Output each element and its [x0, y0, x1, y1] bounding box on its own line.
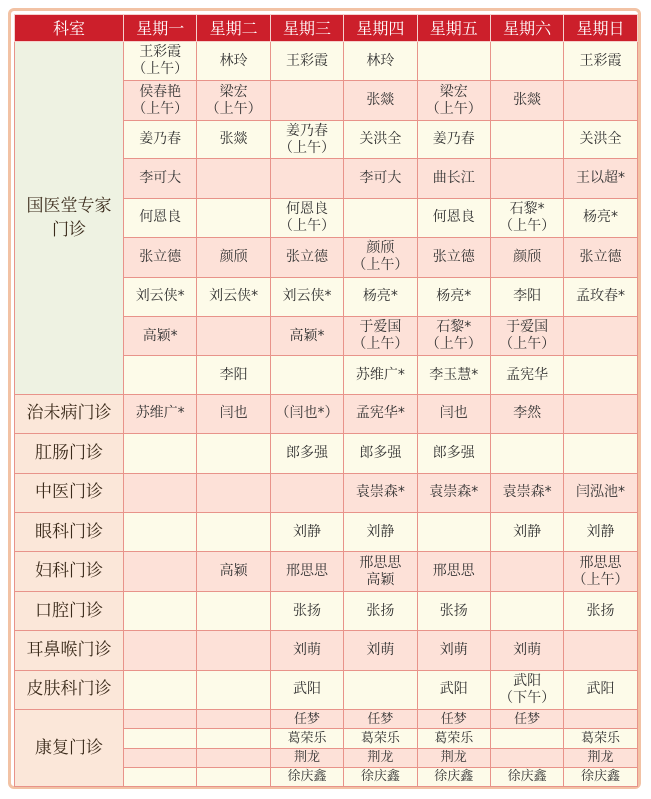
table-row — [15, 552, 638, 591]
schedule-cell: 李阳 — [197, 356, 270, 394]
schedule-cell — [124, 513, 197, 552]
schedule-cell — [124, 473, 197, 512]
schedule-cell: 武阳 — [270, 670, 343, 709]
schedule-cell: 袁崇森* — [417, 473, 490, 512]
schedule-cell — [564, 631, 637, 670]
schedule-cell: 刘萌 — [490, 631, 563, 670]
table-row — [15, 670, 638, 709]
schedule-cell: 高颖 — [197, 552, 270, 591]
schedule-cell — [197, 591, 270, 630]
schedule-cell: 任梦 — [490, 710, 563, 729]
schedule-cell: 张立德 — [417, 238, 490, 277]
header-mon: 星期一 — [124, 15, 197, 42]
schedule-cell: 郎多强 — [344, 434, 417, 473]
schedule-cell: 张扬 — [564, 591, 637, 630]
schedule-cell: 曲长江 — [417, 159, 490, 198]
schedule-cell: 张燚 — [197, 120, 270, 158]
schedule-cell: 武阳 （下午） — [490, 670, 563, 709]
schedule-cell: 梁宏 （上午） — [197, 81, 270, 120]
header-sun: 星期日 — [564, 15, 637, 42]
schedule-cell: 袁崇森* — [490, 473, 563, 512]
schedule-cell: 徐庆鑫 — [270, 767, 343, 786]
schedule-cell: 刘静 — [490, 513, 563, 552]
schedule-cell: 张燚 — [344, 81, 417, 120]
header-tue: 星期二 — [197, 15, 270, 42]
schedule-cell: 李可大 — [124, 159, 197, 198]
schedule-cell: 闫也 — [197, 394, 270, 433]
schedule-cell: 孟宪华* — [344, 394, 417, 433]
schedule-cell: 荆龙 — [270, 748, 343, 767]
schedule-cell — [124, 591, 197, 630]
schedule-cell — [270, 356, 343, 394]
schedule-cell: 刘静 — [564, 513, 637, 552]
schedule-cell: 荆龙 — [564, 748, 637, 767]
schedule-cell — [124, 767, 197, 786]
schedule-cell: 杨亮* — [344, 277, 417, 316]
table-row — [15, 394, 638, 433]
schedule-cell — [344, 670, 417, 709]
schedule-cell: 邢思思 — [270, 552, 343, 591]
schedule-cell: 刘云侠* — [270, 277, 343, 316]
schedule-cell: 刘静 — [344, 513, 417, 552]
schedule-cell — [490, 729, 563, 748]
schedule-cell — [197, 710, 270, 729]
schedule-cell: 徐庆鑫 — [344, 767, 417, 786]
schedule-cell: 刘萌 — [344, 631, 417, 670]
schedule-cell — [564, 356, 637, 394]
schedule-cell — [417, 513, 490, 552]
schedule-cell: 任梦 — [270, 710, 343, 729]
schedule-cell — [197, 767, 270, 786]
schedule-cell — [124, 356, 197, 394]
dept-fuke: 妇科门诊 — [15, 552, 124, 591]
dept-yanke: 眼科门诊 — [15, 513, 124, 552]
schedule-cell: 刘萌 — [270, 631, 343, 670]
schedule-cell: 关洪全 — [344, 120, 417, 158]
schedule-cell: 王以超* — [564, 159, 637, 198]
schedule-cell: 徐庆鑫 — [417, 767, 490, 786]
schedule-cell: 郎多强 — [270, 434, 343, 473]
schedule-cell: 刘萌 — [417, 631, 490, 670]
header-thu: 星期四 — [344, 15, 417, 42]
schedule-cell: 邢思思 （上午） — [564, 552, 637, 591]
schedule-cell: 张立德 — [564, 238, 637, 277]
schedule-cell: 颜颀 — [197, 238, 270, 277]
schedule-cell: 姜乃春 — [417, 120, 490, 158]
schedule-cell: 武阳 — [417, 670, 490, 709]
schedule-cell: 葛荣乐 — [344, 729, 417, 748]
schedule-cell: 李可大 — [344, 159, 417, 198]
schedule-cell — [564, 81, 637, 120]
table-row — [15, 591, 638, 630]
schedule-cell: 张立德 — [270, 238, 343, 277]
schedule-cell: 张立德 — [124, 238, 197, 277]
schedule-cell: （闫也*） — [270, 394, 343, 433]
dept-zhongyi: 中医门诊 — [15, 473, 124, 512]
schedule-cell — [490, 552, 563, 591]
schedule-cell — [490, 42, 563, 81]
table-row — [15, 434, 638, 473]
schedule-cell — [197, 631, 270, 670]
header-wed: 星期三 — [270, 15, 343, 42]
dept-guoyi: 国医堂专家 门诊 — [15, 42, 124, 395]
schedule-cell — [124, 552, 197, 591]
header-row — [15, 15, 638, 42]
table-row — [15, 42, 638, 81]
schedule-cell: 于爱国 （上午） — [490, 316, 563, 355]
schedule-cell — [124, 434, 197, 473]
schedule-cell: 林玲 — [197, 42, 270, 81]
schedule-cell: 张扬 — [270, 591, 343, 630]
schedule-cell — [124, 748, 197, 767]
schedule-table — [14, 14, 638, 787]
schedule-cell: 石黎* （上午） — [417, 316, 490, 355]
schedule-cell — [197, 729, 270, 748]
schedule-cell — [197, 748, 270, 767]
schedule-cell — [564, 710, 637, 729]
schedule-cell: 葛荣乐 — [564, 729, 637, 748]
schedule-cell: 何恩良 — [124, 198, 197, 237]
dept-kangfu: 康复门诊 — [15, 710, 124, 787]
schedule-cell: 杨亮* — [564, 198, 637, 237]
schedule-cell: 荆龙 — [344, 748, 417, 767]
schedule-cell: 姜乃春 （上午） — [270, 120, 343, 158]
schedule-cell: 何恩良 — [417, 198, 490, 237]
schedule-cell: 梁宏 （上午） — [417, 81, 490, 120]
schedule-cell: 侯春艳 （上午） — [124, 81, 197, 120]
schedule-cell: 姜乃春 — [124, 120, 197, 158]
schedule-cell: 荆龙 — [417, 748, 490, 767]
schedule-cell: 闫泓池* — [564, 473, 637, 512]
schedule-cell — [344, 198, 417, 237]
schedule-cell — [124, 631, 197, 670]
header-fri: 星期五 — [417, 15, 490, 42]
schedule-cell — [564, 394, 637, 433]
schedule-cell: 刘静 — [270, 513, 343, 552]
schedule-cell: 李然 — [490, 394, 563, 433]
schedule-cell — [490, 120, 563, 158]
schedule-cell: 高颖* — [270, 316, 343, 355]
schedule-cell — [270, 81, 343, 120]
schedule-cell — [197, 316, 270, 355]
schedule-cell — [197, 434, 270, 473]
schedule-cell — [490, 159, 563, 198]
schedule-cell: 任梦 — [344, 710, 417, 729]
schedule-cell: 徐庆鑫 — [564, 767, 637, 786]
table-row — [15, 631, 638, 670]
schedule-cell: 王彩霞 （上午） — [124, 42, 197, 81]
schedule-cell — [197, 513, 270, 552]
schedule-cell: 石黎* （上午） — [490, 198, 563, 237]
table-row — [15, 473, 638, 512]
schedule-cell: 李玉慧* — [417, 356, 490, 394]
schedule-cell: 林玲 — [344, 42, 417, 81]
schedule-cell: 闫也 — [417, 394, 490, 433]
schedule-cell: 张扬 — [344, 591, 417, 630]
schedule-cell — [197, 670, 270, 709]
schedule-cell — [270, 159, 343, 198]
schedule-cell: 葛荣乐 — [270, 729, 343, 748]
schedule-cell: 张燚 — [490, 81, 563, 120]
schedule-cell: 邢思思 高颖 — [344, 552, 417, 591]
schedule-cell: 颜颀 （上午） — [344, 238, 417, 277]
schedule-cell — [124, 670, 197, 709]
schedule-cell — [270, 473, 343, 512]
schedule-cell: 高颖* — [124, 316, 197, 355]
schedule-cell: 刘云侠* — [124, 277, 197, 316]
schedule-cell: 孟玫春* — [564, 277, 637, 316]
schedule-cell — [490, 434, 563, 473]
schedule-cell — [197, 159, 270, 198]
schedule-cell: 李阳 — [490, 277, 563, 316]
schedule-cell — [124, 729, 197, 748]
schedule-cell: 杨亮* — [417, 277, 490, 316]
schedule-cell: 刘云侠* — [197, 277, 270, 316]
schedule-cell — [124, 710, 197, 729]
schedule-cell: 颜颀 — [490, 238, 563, 277]
schedule-cell: 孟宪华 — [490, 356, 563, 394]
schedule-cell — [417, 42, 490, 81]
schedule-cell: 王彩霞 — [270, 42, 343, 81]
schedule-cell: 武阳 — [564, 670, 637, 709]
dept-kouqiang: 口腔门诊 — [15, 591, 124, 630]
schedule-cell — [564, 434, 637, 473]
schedule-cell: 苏维广* — [124, 394, 197, 433]
schedule-cell: 王彩霞 — [564, 42, 637, 81]
schedule-cell — [564, 316, 637, 355]
dept-erbihou: 耳鼻喉门诊 — [15, 631, 124, 670]
dept-zhiweibing: 治未病门诊 — [15, 394, 124, 433]
schedule-cell — [197, 198, 270, 237]
schedule-cell: 葛荣乐 — [417, 729, 490, 748]
schedule-cell: 邢思思 — [417, 552, 490, 591]
header-sat: 星期六 — [490, 15, 563, 42]
schedule-cell: 袁崇森* — [344, 473, 417, 512]
dept-gangchang: 肛肠门诊 — [15, 434, 124, 473]
schedule-cell: 苏维广* — [344, 356, 417, 394]
schedule-cell: 于爱国 （上午） — [344, 316, 417, 355]
schedule-cell: 何恩良 （上午） — [270, 198, 343, 237]
schedule-cell: 徐庆鑫 — [490, 767, 563, 786]
header-dept: 科室 — [15, 15, 124, 42]
table-row — [15, 513, 638, 552]
schedule-cell — [197, 473, 270, 512]
schedule-cell: 郎多强 — [417, 434, 490, 473]
dept-pifu: 皮肤科门诊 — [15, 670, 124, 709]
table-row — [15, 710, 638, 729]
schedule-cell — [490, 748, 563, 767]
schedule-cell: 任梦 — [417, 710, 490, 729]
schedule-cell: 张扬 — [417, 591, 490, 630]
schedule-cell: 关洪全 — [564, 120, 637, 158]
schedule-cell — [490, 591, 563, 630]
